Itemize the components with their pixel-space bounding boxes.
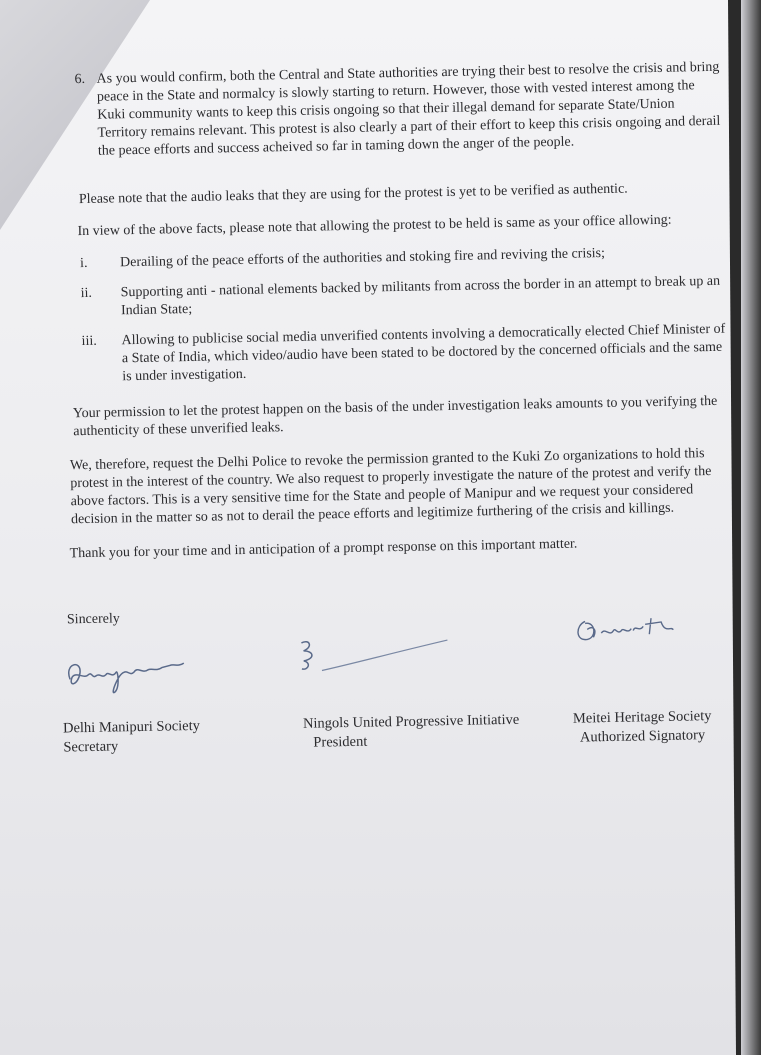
sub-item-iii: [35, 321, 726, 388]
sub-item-text: Allowing to publicise social media unverified contents involving a democratically elected Chief Minister of a State of India, which video/audio have been stated to be doctored by the concerned officials and the same is under investigation.: [121, 321, 726, 385]
signature-meitei-heritage: [571, 608, 682, 655]
point-text: As you would confirm, both the Central and State authorities are trying their best to resolve the crisis and bring peace in the State and normalcy is slowly starting to return. However, those with vested interest among the Kuki community wants to keep this crisis ongoing so that their illegal demand for separate State/Union Territory remains relevant. This protest is also clearly a part of their effort to keep this crisis ongoing and derail the peace efforts and success acheived so far in taming down the anger of the people.: [96, 59, 721, 159]
signatory-role: Secretary: [63, 738, 119, 756]
paragraph-thanks: Thank you for your time and in anticipation of a prompt response on this important matter.: [69, 536, 578, 562]
signature-president: [291, 632, 452, 690]
paragraph-audio-leaks: Please note that the audio leaks that they are using for the protest is yet to be verified as authentic.: [78, 181, 628, 208]
signatory-role: President: [313, 733, 368, 751]
point-number: 6.: [74, 71, 86, 88]
paragraph-request: We, therefore, request the Delhi Police to revoke the permission granted to the Kuki Zo organizations to hold this protest in the interest of the country. We also request to properly investigate the nature of the protest and verify the above factors. This is a very sensitive time for the State and people of Manipur and we request your considered decision in the matter so as not to derail the peace efforts and legitimize furthering of the crisis and killings.: [69, 446, 712, 528]
paragraph-permission: Your permission to let the protest happen on the basis of the under investigation leaks amounts to you verifying the authenticity of these unverified leaks.: [72, 393, 718, 440]
signatory-meitei-heritage: [573, 707, 712, 748]
signatory-org: Meitei Heritage Society: [572, 708, 712, 727]
sub-item-ii: [35, 273, 726, 322]
signature-block: [41, 627, 733, 756]
sub-item-i: [34, 243, 724, 274]
sub-item-number: ii.: [80, 285, 93, 302]
sub-item-number: iii.: [81, 333, 97, 350]
signatory-org: Ningols United Progressive Initiative: [302, 711, 520, 732]
numbered-point-6: [30, 59, 722, 162]
signatory-ningols-upi: [303, 711, 520, 753]
closing-sincerely: Sincerely: [66, 611, 120, 628]
signatory-role: Authorized Signatory: [579, 727, 706, 746]
signatory-org: Delhi Manipuri Society: [62, 717, 201, 737]
letter-body: [30, 37, 733, 756]
sub-item-number: i.: [79, 255, 88, 272]
signature-secretary: [62, 647, 193, 699]
sub-item-text: Derailing of the peace efforts of the authorities and stoking fire and reviving the crisis;: [119, 246, 606, 271]
paragraph-above-facts: In view of the above facts, please note that allowing the protest to be held is same as your office allowing:: [77, 212, 672, 240]
page-edge: [741, 0, 761, 1055]
sub-item-text: Supporting anti - national elements backed by militants from across the border in an attempt to break up an Indian State;: [120, 273, 721, 319]
signatory-delhi-manipuri-society: [63, 717, 201, 758]
